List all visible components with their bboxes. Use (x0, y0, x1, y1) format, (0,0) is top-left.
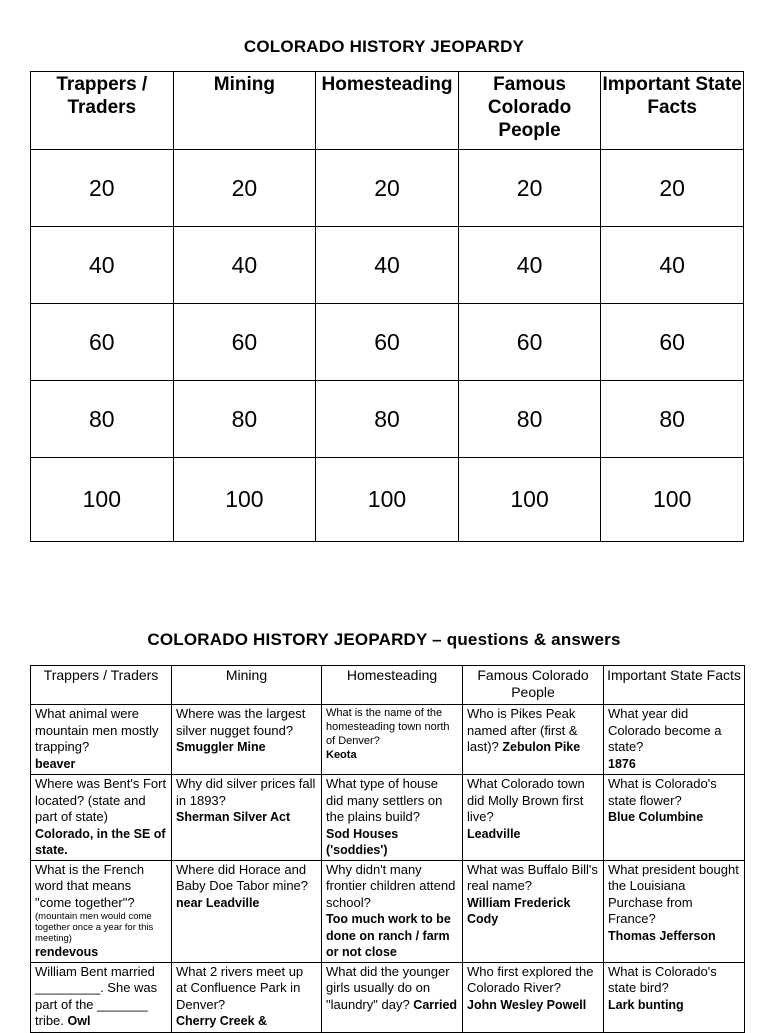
board-cell: 80 (31, 381, 174, 458)
board-cell: 80 (316, 381, 459, 458)
qa-cell (322, 860, 463, 962)
board-row (31, 227, 744, 304)
questions-answers-table (30, 665, 745, 1033)
qa-cell (31, 775, 172, 861)
qa-cell (172, 860, 322, 962)
board-cell: 40 (31, 227, 174, 304)
qa-row (31, 962, 745, 1032)
answer-text: Carried (413, 997, 458, 1012)
answer-text: Sod Houses ('soddies') (326, 826, 399, 857)
qa-header-row (31, 666, 745, 705)
answer-text: near Leadville (176, 895, 260, 910)
question-text: Where was the largest silver nugget found? (176, 706, 306, 738)
question-text: What president bought the Louisiana Purchase from France? (608, 861, 739, 926)
question-text: What did the younger girls usually do on "laundry" day? (326, 963, 450, 1012)
board-cell: 20 (458, 150, 601, 227)
qa-row (31, 705, 745, 775)
question-text: Who is Pikes Peak named after (first & last)? (467, 706, 578, 754)
board-header-row (31, 72, 744, 150)
qa-cell (463, 860, 604, 962)
question-text: Who first explored the Colorado River? (467, 963, 594, 995)
question-text: What was Buffalo Bill's real name? (467, 861, 598, 893)
answer-text: Sherman Silver Act (176, 810, 291, 824)
answer-text: John Wesley Powell (467, 997, 587, 1012)
answer-text: Smuggler Mine (176, 740, 266, 754)
question-text: What 2 rivers meet up at Confluence Park in Denver? (176, 963, 304, 1012)
board-cell: 20 (601, 150, 744, 227)
board-cell: 40 (173, 227, 316, 304)
question-text: What is the French word that means "come together"? (35, 861, 145, 910)
board-cell: 60 (601, 304, 744, 381)
qa-cell (604, 860, 745, 962)
qa-cell (322, 705, 463, 775)
question-text: What animal were mountain men mostly trapping? (35, 706, 159, 754)
qa-cell (463, 962, 604, 1032)
qa-cell (31, 962, 172, 1032)
answer-text: Owl (67, 1014, 91, 1028)
answer-text: William Frederick Cody (467, 895, 571, 926)
answer-text: Cherry Creek & (176, 1014, 268, 1028)
question-note: (mountain men would come together once a year for this meeting) (35, 911, 154, 944)
question-text: Why didn't many frontier children attend school? (326, 861, 456, 910)
qa-cell (172, 775, 322, 861)
qa-header: Famous Colorado People (463, 666, 604, 705)
answer-text: Thomas Jefferson (608, 928, 716, 943)
board-cell: 60 (458, 304, 601, 381)
jeopardy-board (30, 71, 744, 542)
question-text: William Bent married _________. She was part of the _______ tribe. (35, 963, 158, 1028)
board-cell: 80 (458, 381, 601, 458)
board-cell: 100 (316, 458, 459, 542)
qa-header: Mining (172, 666, 322, 705)
board-cell: 80 (601, 381, 744, 458)
board-cell: 100 (458, 458, 601, 542)
qa-cell (604, 962, 745, 1032)
board-cell: 20 (316, 150, 459, 227)
answer-text: rendevous (35, 945, 99, 959)
qa-cell (31, 705, 172, 775)
board-category: Important State Facts (601, 72, 744, 150)
board-cell: 100 (601, 458, 744, 542)
board-category: Trappers / Traders (31, 72, 174, 150)
question-text: What is Colorado's state bird? (608, 963, 717, 995)
qa-cell (604, 705, 745, 775)
board-cell: 80 (173, 381, 316, 458)
qa-cell (463, 775, 604, 861)
question-text: Where did Horace and Baby Doe Tabor mine? (176, 861, 309, 893)
board-cell: 60 (316, 304, 459, 381)
qa-cell (322, 962, 463, 1032)
board-category: Homesteading (316, 72, 459, 150)
board-cell: 60 (173, 304, 316, 381)
board-row (31, 150, 744, 227)
board-cell: 20 (31, 150, 174, 227)
board-cell: 20 (173, 150, 316, 227)
board-cell: 100 (31, 458, 174, 542)
question-text: What year did Colorado become a state? (608, 706, 722, 754)
answer-text: Blue Columbine (608, 810, 704, 824)
board-cell: 40 (458, 227, 601, 304)
board-cell: 100 (173, 458, 316, 542)
qa-cell (604, 775, 745, 861)
qa-cell (463, 705, 604, 775)
board-row (31, 304, 744, 381)
answer-text: Zebulon Pike (502, 740, 581, 754)
question-text: What type of house did many settlers on the plains build? (326, 776, 443, 824)
qa-row (31, 775, 745, 861)
question-text: What Colorado town did Molly Brown first live? (467, 776, 585, 824)
board-row (31, 458, 744, 542)
qa-cell (172, 962, 322, 1032)
board-cell: 60 (31, 304, 174, 381)
board-category: Mining (173, 72, 316, 150)
answer-text: Too much work to be done on ranch / farm or not close (326, 912, 451, 959)
answer-text: beaver (35, 756, 76, 771)
qa-cell (172, 705, 322, 775)
board-cell: 40 (601, 227, 744, 304)
qa-cell (322, 775, 463, 861)
answer-text: Leadville (467, 826, 521, 841)
qa-row (31, 860, 745, 962)
qa-header: Homesteading (322, 666, 463, 705)
question-text: What is the name of the homesteading town north of Denver? (326, 707, 450, 747)
board-title: COLORADO HISTORY JEOPARDY (243, 37, 525, 56)
board-row (31, 381, 744, 458)
question-text: Where was Bent's Fort located? (state and part of state) (35, 776, 167, 824)
answer-text: 1876 (608, 756, 636, 771)
question-text: What is Colorado's state flower? (608, 776, 717, 808)
qa-cell (31, 860, 172, 962)
qa-header: Important State Facts (604, 666, 745, 705)
board-category: Famous Colorado People (458, 72, 601, 150)
qa-title: COLORADO HISTORY JEOPARDY – questions & answers (147, 630, 621, 649)
answer-text: Keota (326, 749, 357, 761)
answer-text: Lark bunting (608, 997, 684, 1012)
board-cell: 40 (316, 227, 459, 304)
qa-header: Trappers / Traders (31, 666, 172, 705)
question-text: Why did silver prices fall in 1893? (176, 776, 316, 808)
answer-text: Colorado, in the SE of state. (35, 826, 166, 857)
